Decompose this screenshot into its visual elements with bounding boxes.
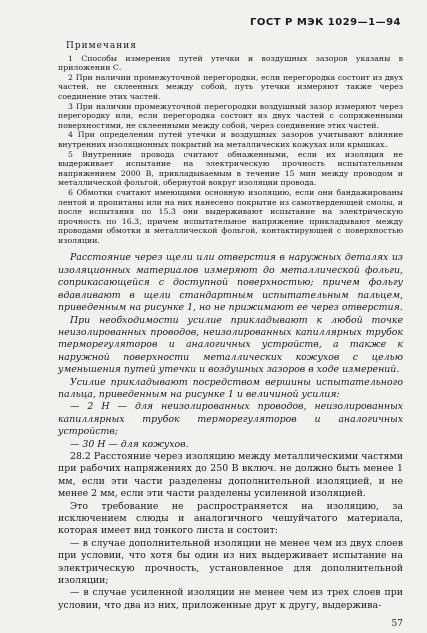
- italic-paragraph-1: Расстояние через щели или отверстия в наружных деталях из изоляционных материалов измеряют до металлической фольги, соприкасающейся с доступной поверхностью; причем фольгу вдавливают в щели стандартным испытательным пальцем, приведенным на рисунке 1, но не прижимают ее через отверстия.: [58, 252, 403, 314]
- note-4: 4 При определении путей утечки и воздушных зазоров учитывают влияние внутренних изоляционных покрытий на металлических кожухах или крышках.: [58, 130, 403, 149]
- note-6: 6 Обмотки считают имеющими основную изоляцию, если они бандажированы лентой и пропитаны или на них нанесено покрытие из самотвердеющей смолы, и после испытания по 15.3 они выдерживают испытание на электрическую прочность по 16.3, причем испытательное напряжение прикладывают между проводами обмотки и металлической фольгой, контактирующей с поверхностью изоляции.: [58, 187, 403, 245]
- note-5: 5 Внутренние провода считают обнаженными, если их изоляция не выдерживает испытание на электрическую прочность испытательным напряжением 2000 В, прикладываемым в течение 15 мин между проводом и металлической фольгой, обернутой вокруг изоляции провода.: [58, 149, 403, 188]
- clause-28-2: 28.2 Расстояние через изоляцию между металлическими частями при рабочих напряжениях до 250 В включ. не должно быть менее 1 мм, если эти части разделены дополнительной изоляцией, и не менее 2 мм, если эти части разделены усиленной изоляцией.: [58, 450, 403, 500]
- notes-block: [58, 42, 403, 245]
- dash-item-supplementary: — в случае дополнительной изоляции не менее чем из двух слоев при условии, что хотя бы один из них выдерживает испытание на электрическую прочность, установленное для дополнительной изоляции;: [58, 537, 403, 587]
- body-text: [58, 252, 403, 612]
- note-1: 1 Способы измерения путей утечки и воздушных зазоров указаны в приложении С.: [58, 53, 403, 73]
- notes-title: Примечания: [66, 41, 137, 51]
- italic-dash-item-1: — 2 Н — для неизолированных проводов, неизолированных капиллярных трубок терморегуляторов и аналогичных устройств;: [58, 401, 403, 438]
- page-content: [58, 40, 403, 612]
- italic-paragraph-3: Усилие прикладывают посредством вершины испытательного пальца, приведенным на рисунке 1 и величиной усилия:: [58, 376, 403, 400]
- note-2: 2 При наличии промежуточной перегородки, если перегородка состоит из двух частей, не склеенных между собой, путь утечки измеряют также через соединение этих частей.: [58, 72, 403, 101]
- paragraph-requirement: Это требование не распространяется на изоляцию, за исключением слюды и аналогичного чешуйчатого материала, которая имеет вид тонкого листа и состоит:: [58, 500, 403, 537]
- note-3: 3 При наличии промежуточной перегородки воздушный зазор измеряют через перегородку или, если перегородка состоит из двух частей с сопряженными поверхностями, не склеенными между собой, через соединение этих частей.: [58, 101, 403, 130]
- page-header: ГОСТ Р МЭК 1029—1—94: [250, 17, 401, 28]
- dash-item-reinforced: — в случае усиленной изоляции не менее чем из трех слоев при условии, что два из них, приложенные друг к другу, выдержива-: [58, 587, 403, 611]
- italic-dash-item-2: — 30 Н — для кожухов.: [70, 438, 189, 450]
- page-number: 57: [391, 619, 403, 629]
- italic-paragraph-2: При необходимости усилие прикладывают к любой точке неизолированных проводов, неизолированных капиллярных трубок терморегуляторов и аналогичных устройств, а также к наружной поверхности металлических кожухов с целью уменьшения путей утечки и воздушных зазоров в ходе измерений.: [58, 314, 403, 376]
